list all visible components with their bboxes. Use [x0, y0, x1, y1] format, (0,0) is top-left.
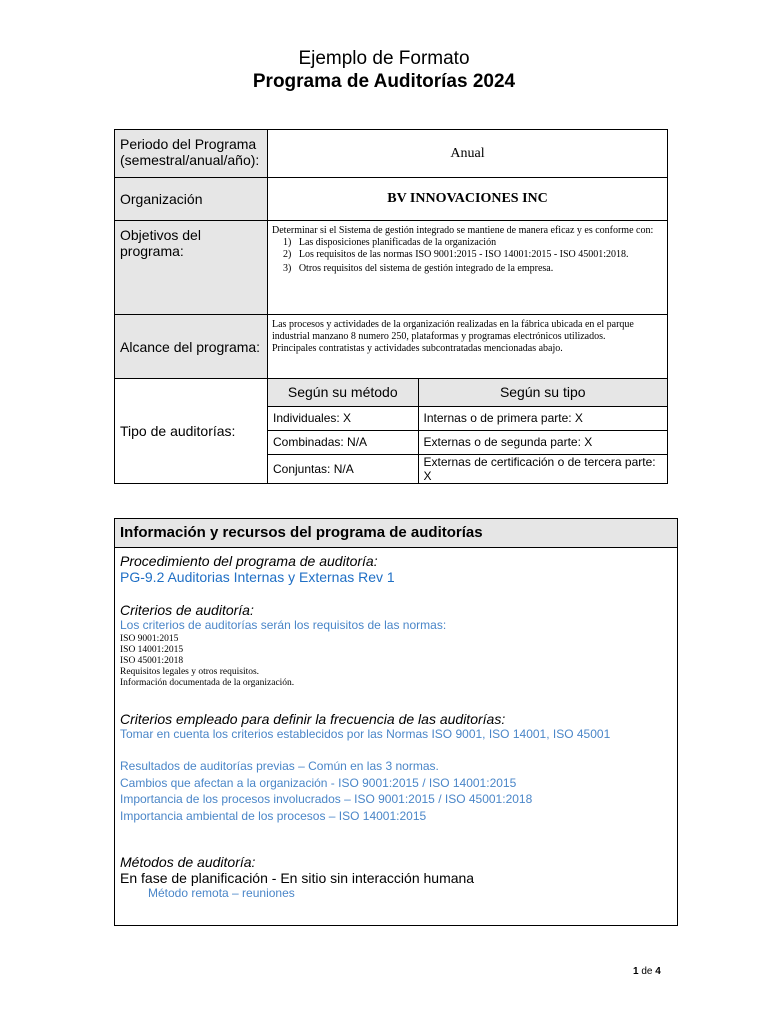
objetivos-content	[268, 221, 668, 315]
tipo-cell: Internas o de primera parte: X	[418, 406, 667, 430]
metodos-label: Métodos de auditoría:	[120, 854, 256, 870]
metodo-header: Según su método	[268, 379, 418, 406]
program-table	[114, 129, 668, 484]
alcance-text: Las procesos y actividades de la organización realizadas en la fábrica ubicada en el parque industrial manzano 8 numero 250, plataformas y programas electrónicos utilizados.	[272, 319, 634, 342]
document-title: Programa de Auditorías 2024	[252, 71, 516, 92]
document-subtitle: Ejemplo de Formato	[298, 48, 470, 69]
page-current: 1	[633, 966, 639, 977]
organizacion-label: Organización	[115, 178, 268, 221]
objetivo-item: 3) Otros requisitos del sistema de gestión integrado de la empresa.	[283, 263, 554, 274]
criterios-label: Criterios de auditoría:	[120, 602, 254, 618]
resources-title: Información y recursos del programa de auditorías	[115, 519, 677, 548]
procedimiento-label: Procedimiento del programa de auditoría:	[120, 553, 378, 569]
resources-box	[114, 518, 678, 926]
objetivos-label: Objetivos del programa:	[115, 221, 268, 315]
objetivo-item: 2) Los requisitos de las normas ISO 9001:2015 - ISO 14001:2015 - ISO 45001:2018.	[283, 249, 629, 260]
criterio-item: ISO 45001:2018	[120, 656, 184, 666]
metodos-subline: Método remota – reuniones	[148, 886, 295, 900]
frecuencia-label: Criterios empleado para definir la frecuencia de las auditorías:	[120, 711, 506, 727]
page-number	[633, 966, 661, 977]
metodo-cell: Combinadas: N/A	[268, 430, 418, 454]
criterios-list	[120, 634, 677, 689]
criterio-item: Información documentada de la organización.	[120, 678, 295, 688]
metodos-line: En fase de planificación - En sitio sin interacción humana	[120, 870, 475, 886]
alcance-content	[268, 315, 668, 379]
periodo-value: Anual	[268, 130, 668, 178]
metodo-cell: Conjuntas: N/A	[268, 454, 418, 483]
objetivo-item: 1) Las disposiciones planificadas de la organización	[283, 237, 497, 248]
procedimiento-link[interactable]: PG-9.2 Auditorias Internas y Externas Rev 1	[120, 569, 395, 585]
tipo-label: Tipo de auditorías:	[115, 379, 268, 484]
page-of: de	[641, 966, 653, 977]
criterio-item: ISO 9001:2015	[120, 634, 179, 644]
page-total: 4	[655, 966, 661, 977]
tipo-cell: Externas de certificación o de tercera parte: X	[418, 454, 667, 483]
objetivos-intro: Determinar si el Sistema de gestión integrado se mantiene de manera eficaz y es conforme con:	[272, 225, 654, 236]
tipo-content	[268, 379, 668, 484]
criterios-intro: Los criterios de auditorías serán los requisitos de las normas:	[120, 618, 447, 632]
frecuencia-intro: Tomar en cuenta los criterios establecidos por las Normas ISO 9001, ISO 14001, ISO 45001	[120, 727, 611, 741]
criterio-item: ISO 14001:2015	[120, 645, 184, 655]
frecuencia-item: Resultados de auditorías previas – Común en las 3 normas.	[120, 759, 439, 773]
tipo-cell: Externas o de segunda parte: X	[418, 430, 667, 454]
criterio-item: Requisitos legales y otros requisitos.	[120, 667, 260, 677]
organizacion-value: BV INNOVACIONES INC	[268, 178, 668, 221]
alcance-text-2: Principales contratistas y actividades subcontratadas mencionadas abajo.	[272, 343, 563, 354]
metodo-cell: Individuales: X	[268, 406, 418, 430]
frecuencia-item: Cambios que afectan a la organización - ISO 9001:2015 / ISO 14001:2015	[120, 775, 517, 790]
alcance-label: Alcance del programa:	[115, 315, 268, 379]
periodo-label: Periodo del Programa (semestral/anual/año):	[115, 130, 268, 178]
frecuencia-item: Importancia de los procesos involucrados – ISO 9001:2015 / ISO 45001:2018	[120, 792, 533, 806]
tipo-header: Según su tipo	[418, 379, 667, 406]
frecuencia-item: Importancia ambiental de los procesos – ISO 14001:2015	[120, 808, 427, 823]
frecuencia-list	[120, 758, 677, 824]
